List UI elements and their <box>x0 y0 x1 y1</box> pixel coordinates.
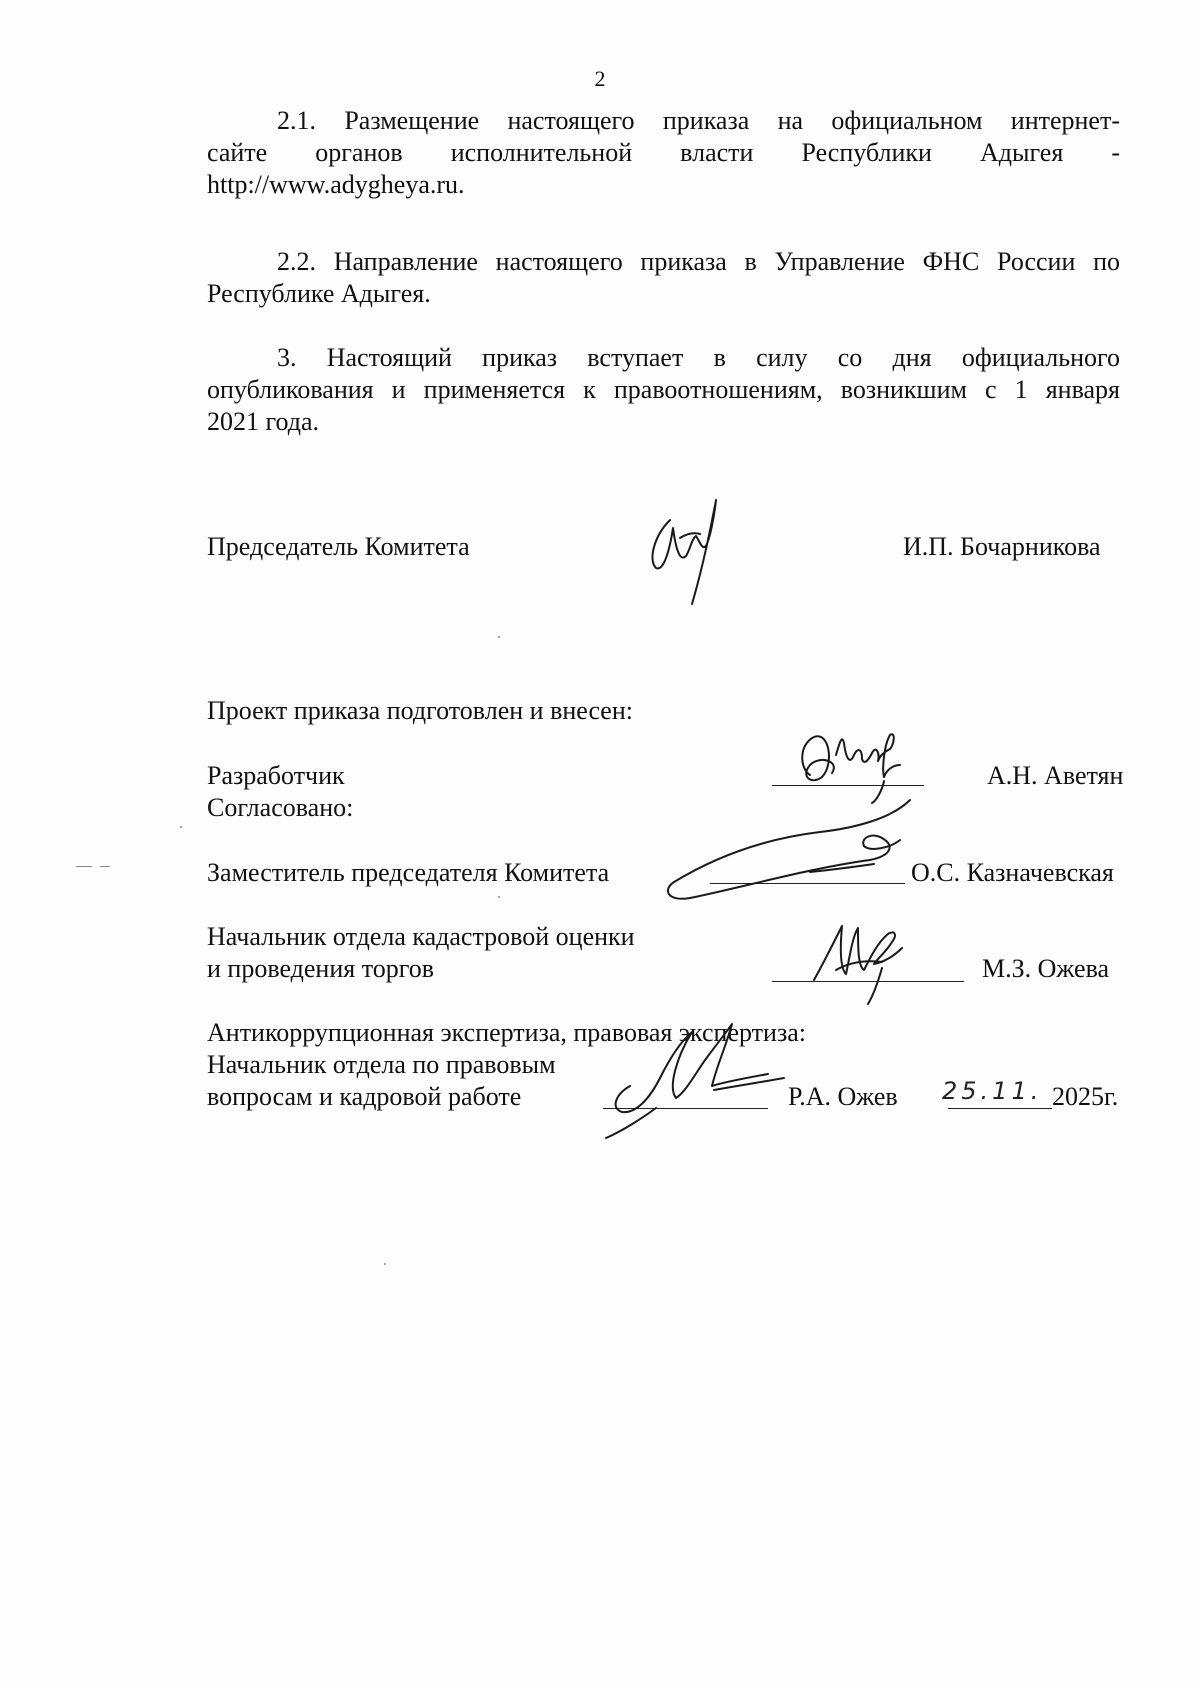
head-cadastral-signature <box>806 912 916 1008</box>
legal-head-name: Р.А. Ожев <box>788 1082 898 1111</box>
chairman-signature <box>640 498 730 608</box>
scan-speck <box>180 826 182 828</box>
head-cadastral-line-2: и проведения торгов <box>207 954 435 983</box>
item-2-1-line-3: http://www.adygheya.ru. <box>207 170 465 199</box>
chairman-title: Председатель Комитета <box>207 532 470 561</box>
scan-speck <box>498 896 500 898</box>
scan-speck <box>498 636 500 638</box>
scan-speck <box>100 866 110 867</box>
head-cadastral-name: М.З. Ожева <box>982 954 1110 983</box>
scan-speck <box>76 866 92 867</box>
project-heading: Проект приказа подготовлен и внесен: <box>207 696 633 725</box>
developer-name: А.Н. Аветян <box>987 761 1124 790</box>
page-number: 2 <box>594 66 606 91</box>
head-cadastral-line-1: Начальник отдела кадастровой оценки <box>207 922 635 951</box>
scan-speck <box>384 1263 386 1265</box>
expertise-heading: Антикоррупционная экспертиза, правовая экспертиза: <box>207 1018 806 1047</box>
agreed-label: Согласовано: <box>207 793 354 822</box>
year-suffix: 2025г. <box>1052 1082 1119 1111</box>
deputy-signature <box>660 798 920 908</box>
deputy-name: О.С. Казначевская <box>911 858 1114 887</box>
date-line <box>948 1108 1052 1109</box>
legal-head-signature <box>596 1012 796 1142</box>
item-2-2-line-2: Республике Адыгея. <box>207 279 431 308</box>
item-2-1-line-1: 2.1. Размещение настоящего приказа на официальном интернет- <box>277 106 1120 135</box>
item-2-1-line-2: сайте органов исполнительной власти Республики Адыгея - <box>207 138 1120 167</box>
handwritten-date: 25.11. <box>942 1077 1043 1105</box>
developer-signature <box>780 725 930 805</box>
legal-head-line-2: вопросам и кадровой работе <box>207 1082 522 1111</box>
chairman-name: И.П. Бочарникова <box>903 532 1101 561</box>
item-2-2-line-1: 2.2. Направление настоящего приказа в Управление ФНС России по <box>277 247 1120 276</box>
deputy-label: Заместитель председателя Комитета <box>207 858 610 887</box>
item-3-line-2: опубликования и применяется к правоотношениям, возникшим с 1 января <box>207 375 1120 404</box>
developer-label: Разработчик <box>207 761 345 790</box>
item-3-line-1: 3. Настоящий приказ вступает в силу со дня официального <box>277 343 1120 372</box>
legal-head-line-1: Начальник отдела по правовым <box>207 1050 556 1079</box>
item-3-line-3: 2021 года. <box>207 407 320 436</box>
